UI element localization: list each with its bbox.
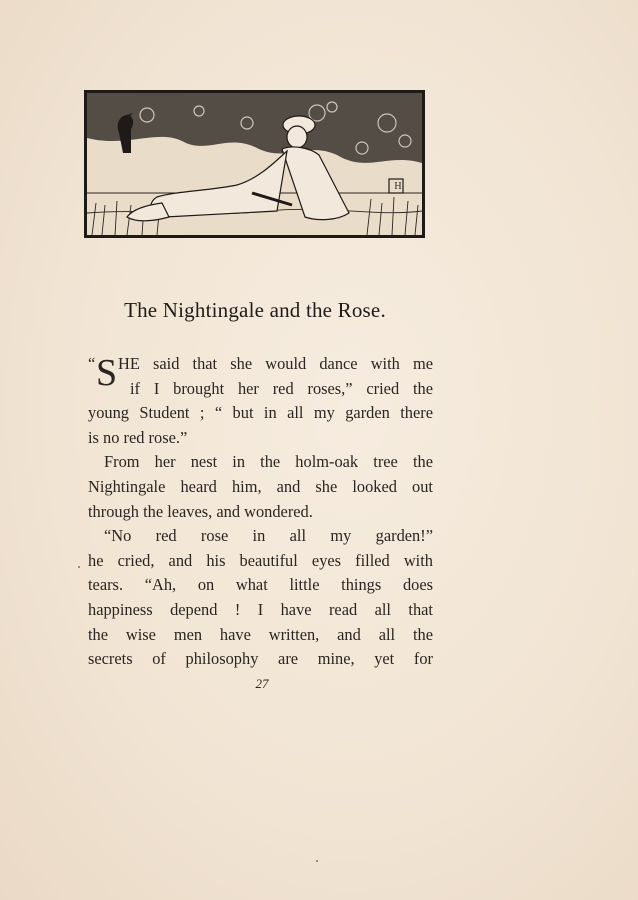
paragraph-3 — [88, 524, 433, 672]
text-line: is no red rose.” — [88, 427, 188, 447]
text-line: young Student ; “ but in all my garden there — [88, 403, 433, 423]
text-line: happiness depend ! I have read all that — [88, 599, 433, 619]
opening-quote: “ — [88, 354, 96, 373]
text-line: tears. “Ah, on what little things does — [88, 575, 433, 595]
monogram: H — [394, 181, 402, 192]
text-line: secrets of philosophy are mine, yet for — [88, 649, 433, 669]
text-line: the wise men have written, and all the — [88, 624, 433, 644]
paragraph-1 — [88, 352, 433, 450]
header-illustration — [84, 90, 425, 238]
reclining-student-engraving-icon — [87, 93, 422, 235]
text-line: HE said that she would dance with me — [118, 354, 433, 373]
paper-speck — [78, 566, 80, 568]
paragraph-2 — [88, 450, 433, 524]
text-line: “No red rose in all my garden!” — [104, 526, 433, 546]
paper-speck — [316, 860, 318, 862]
text-line: From her nest in the holm-oak tree the — [104, 452, 433, 472]
page-number: 27 — [255, 676, 269, 691]
chapter-title: The Nightingale and the Rose. — [124, 298, 386, 322]
text-line: he cried, and his beautiful eyes filled with — [88, 550, 433, 570]
text-line: if I brought her red roses,” cried the — [130, 378, 433, 398]
text-line: through the leaves, and wondered. — [88, 501, 313, 521]
story-text — [88, 352, 433, 672]
text-line: Nightingale heard him, and she looked out — [88, 476, 433, 496]
drop-cap: S — [96, 352, 118, 394]
